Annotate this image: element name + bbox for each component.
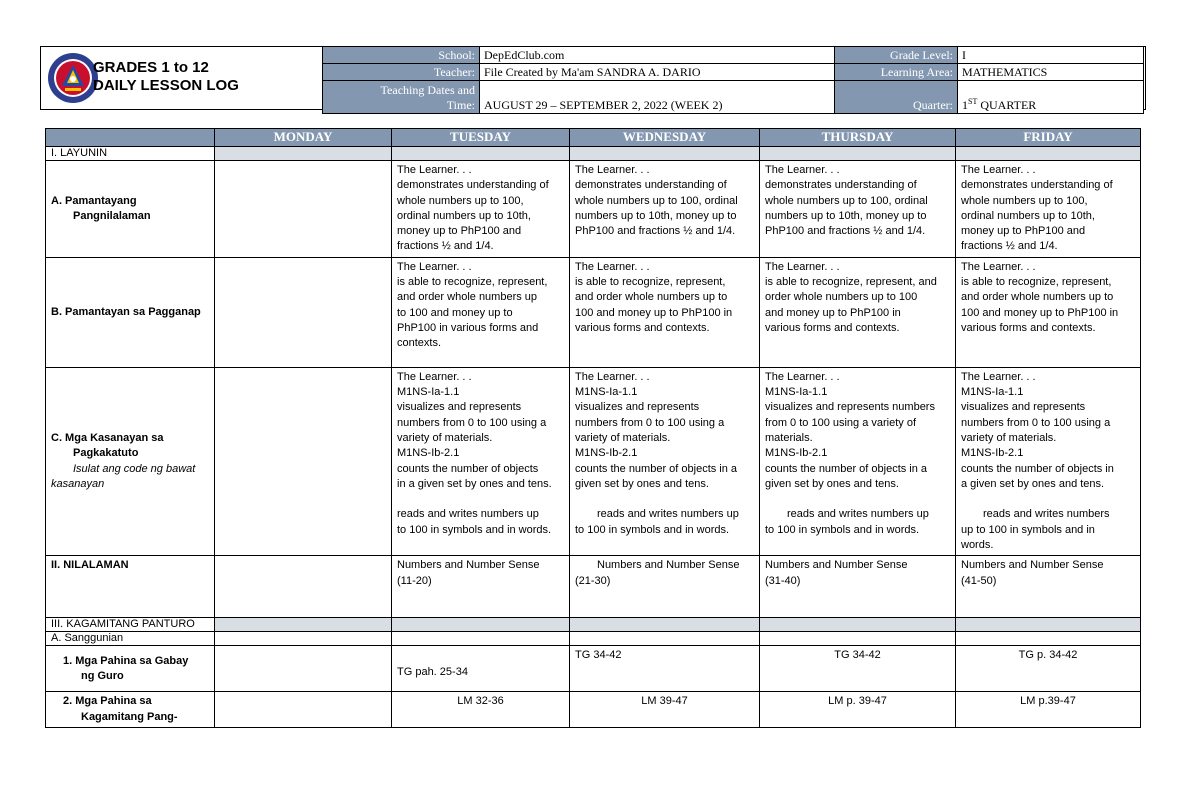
label-pamantayan-pagganap: B. Pamantayan sa Pagganap: [46, 257, 215, 367]
perf-thu-line: and money up to PhP100 in: [765, 306, 901, 319]
cell-layunin-mon: [215, 147, 392, 161]
std-fri-line: whole numbers up to 100,: [961, 194, 1088, 207]
day-header-row: [46, 129, 1141, 147]
cell-sang-thu: [760, 632, 956, 646]
deped-seal-icon: [47, 52, 99, 104]
competency-code: M1NS-Ia-1.1: [961, 386, 1024, 399]
spacer: [575, 492, 754, 507]
teaching-dates-label-line2: Time:: [446, 98, 475, 112]
spacer: [961, 492, 1135, 507]
label-kasanayan-line4: kasanayan: [51, 477, 105, 490]
cell-kag-tue: [392, 618, 570, 632]
learner-intro: The Learner. . .: [575, 370, 650, 383]
comp-fri-line: numbers from 0 to 100 using a: [961, 416, 1111, 429]
cell-perf-tue: [392, 257, 570, 367]
row-layunin: [46, 147, 1141, 161]
perf-wed-line: and order whole numbers up to: [575, 291, 728, 304]
grade-level-label: Grade Level:: [835, 47, 958, 64]
cell-layunin-thu: [760, 147, 956, 161]
perf-thu-line: order whole numbers up to 100: [765, 291, 918, 304]
learner-intro: The Learner. . .: [397, 260, 472, 273]
label-gabay-guro: [46, 646, 215, 692]
cell-layunin-tue: [392, 147, 570, 161]
cell-std-wed: [570, 161, 760, 258]
comp-thu-line: materials.: [765, 431, 813, 444]
std-fri-line: demonstrates understanding of: [961, 179, 1113, 192]
title-daily-lesson-log: DAILY LESSON LOG: [93, 77, 239, 94]
label-kasanayan-line2: Pagkakatuto: [73, 447, 139, 460]
cell-comp-wed: [570, 367, 760, 556]
perf-thu-line: is able to recognize, represent, and: [765, 276, 937, 289]
std-wed-line: numbers up to 10th, money up to: [575, 209, 737, 222]
teaching-dates-label-line1: Teaching Dates and: [380, 83, 475, 97]
label-sanggunian: A. Sanggunian: [46, 632, 215, 646]
cell-lm-mon: [215, 692, 392, 728]
learning-area-label: Learning Area:: [835, 64, 958, 81]
header-friday: FRIDAY: [956, 129, 1141, 147]
perf-tue-line: contexts.: [397, 337, 442, 350]
row-kagamitang-pang: [46, 692, 1141, 728]
nilalaman-range: (11-20): [397, 574, 432, 587]
quarter-label: Quarter:: [835, 81, 958, 114]
cell-lm-tue: LM 32-36: [392, 692, 570, 728]
perf-fri-line: and order whole numbers up to: [961, 291, 1114, 304]
title-grades: GRADES 1 to 12: [93, 59, 209, 76]
nilalaman-range: (21-30): [575, 574, 611, 587]
comp-fri-line: reads and writes numbers: [983, 508, 1110, 521]
std-tue-line: fractions ½ and 1/4.: [397, 240, 494, 253]
comp-wed-line: reads and writes numbers up: [597, 508, 739, 521]
comp-fri-line: words.: [961, 539, 994, 552]
learner-intro: The Learner. . .: [765, 260, 840, 273]
nilalaman-topic: Numbers and Number Sense: [765, 559, 908, 572]
nilalaman-topic: Numbers and Number Sense: [597, 559, 740, 572]
std-wed-line: demonstrates understanding of: [575, 179, 727, 192]
label-kasanayan: [46, 367, 215, 556]
label-kasanayan-line3: Isulat ang code ng bawat: [73, 462, 196, 475]
school-label: School:: [323, 47, 480, 64]
nilalaman-range: (41-50): [961, 574, 997, 587]
learner-intro: The Learner. . .: [961, 370, 1036, 383]
competency-code: M1NS-Ib-2.1: [575, 447, 638, 460]
comp-thu-line: reads and writes numbers up: [787, 508, 929, 521]
cell-perf-mon: [215, 257, 392, 367]
label-nilalaman: II. NILALAMAN: [46, 556, 215, 618]
learner-intro: The Learner. . .: [397, 370, 472, 383]
row-pamantayan-pagganap: [46, 257, 1141, 367]
std-thu-line: PhP100 and fractions ½ and 1/4.: [765, 225, 926, 238]
cell-comp-thu: [760, 367, 956, 556]
cell-layunin-fri: [956, 147, 1141, 161]
cell-sang-mon: [215, 632, 392, 646]
spacer: [765, 492, 950, 507]
quarter-value: [958, 81, 1144, 114]
quarter-number: 1: [962, 98, 968, 112]
cell-comp-mon: [215, 367, 392, 556]
std-fri-line: fractions ½ and 1/4.: [961, 240, 1058, 253]
row-nilalaman: [46, 556, 1141, 618]
cell-nil-thu: [760, 556, 956, 618]
row-pamantayang-pangnilalaman: [46, 161, 1141, 258]
quarter-word: QUARTER: [977, 98, 1037, 112]
cell-std-thu: [760, 161, 956, 258]
label-kagamitang-pang: [46, 692, 215, 728]
std-fri-line: ordinal numbers up to 10th,: [961, 209, 1095, 222]
comp-tue-line: counts the number of objects: [397, 462, 539, 475]
row-kasanayan: [46, 367, 1141, 556]
perf-wed-line: 100 and money up to PhP100 in: [575, 306, 733, 319]
comp-wed-line: to 100 in symbols and in words.: [575, 523, 730, 536]
comp-wed-line: numbers from 0 to 100 using a: [575, 416, 725, 429]
cell-lm-wed: LM 39-47: [570, 692, 760, 728]
comp-wed-line: variety of materials.: [575, 431, 671, 444]
competency-code: M1NS-Ia-1.1: [765, 386, 828, 399]
cell-perf-fri: [956, 257, 1141, 367]
perf-wed-line: various forms and contexts.: [575, 321, 710, 334]
header-blank: [46, 129, 215, 147]
perf-thu-line: various forms and contexts.: [765, 321, 900, 334]
label-gabay-line1: 1. Mga Pahina sa Gabay: [63, 654, 189, 667]
comp-tue-line: variety of materials.: [397, 431, 493, 444]
row-sanggunian: [46, 632, 1141, 646]
teaching-dates-label: [323, 81, 480, 114]
label-layunin: I. LAYUNIN: [46, 147, 215, 161]
competency-code: M1NS-Ib-2.1: [765, 447, 828, 460]
comp-thu-line: from 0 to 100 using a variety of: [765, 416, 917, 429]
learner-intro: The Learner. . .: [575, 164, 650, 176]
std-wed-line: PhP100 and fractions ½ and 1/4.: [575, 225, 736, 238]
comp-fri-line: up to 100 in symbols and in: [961, 523, 1095, 536]
cell-kag-fri: [956, 618, 1141, 632]
cell-perf-wed: [570, 257, 760, 367]
comp-thu-line: to 100 in symbols and in words.: [765, 523, 920, 536]
learner-intro: The Learner. . .: [961, 164, 1036, 176]
document-title: [93, 59, 239, 95]
cell-nil-tue: [392, 556, 570, 618]
learner-intro: The Learner. . .: [961, 260, 1036, 273]
comp-wed-line: counts the number of objects in a: [575, 462, 738, 475]
label-kasanayan-line1: C. Mga Kasanayan sa: [51, 431, 164, 444]
nilalaman-range: (31-40): [765, 574, 801, 587]
cell-lm-fri: LM p.39-47: [956, 692, 1141, 728]
row-kagamitan: [46, 618, 1141, 632]
comp-fri-line: variety of materials.: [961, 431, 1057, 444]
header-monday: MONDAY: [215, 129, 392, 147]
comp-tue-line: numbers from 0 to 100 using a: [397, 416, 547, 429]
row-gabay-guro: [46, 646, 1141, 692]
cell-sang-fri: [956, 632, 1141, 646]
learner-intro: The Learner. . .: [397, 164, 472, 176]
learning-area-value: MATHEMATICS: [958, 64, 1144, 81]
lesson-log-table: [45, 128, 1141, 728]
cell-std-mon: [215, 161, 392, 258]
comp-wed-line: given set by ones and tens.: [575, 477, 709, 490]
header-tuesday: TUESDAY: [392, 129, 570, 147]
comp-thu-line: given set by ones and tens.: [765, 477, 899, 490]
std-fri-line: money up to PhP100 and: [961, 225, 1086, 238]
cell-nil-wed: [570, 556, 760, 618]
cell-kag-mon: [215, 618, 392, 632]
cell-comp-tue: [392, 367, 570, 556]
cell-std-fri: [956, 161, 1141, 258]
label-kagamitan: III. KAGAMITANG PANTURO: [46, 618, 215, 632]
label-pamantayang-pangnilalaman: [46, 161, 215, 258]
std-thu-line: numbers up to 10th, money up to: [765, 209, 927, 222]
cell-nil-mon: [215, 556, 392, 618]
comp-thu-line: counts the number of objects in a: [765, 462, 928, 475]
cell-kag-wed: [570, 618, 760, 632]
cell-tg-mon: [215, 646, 392, 692]
cell-tg-tue: TG pah. 25-34: [392, 646, 570, 692]
perf-tue-line: to 100 and money up to: [397, 306, 513, 319]
grade-level-value: I: [958, 47, 1144, 64]
cell-sang-tue: [392, 632, 570, 646]
perf-wed-line: is able to recognize, represent,: [575, 276, 726, 289]
info-table: [322, 46, 1144, 114]
cell-layunin-wed: [570, 147, 760, 161]
cell-kag-thu: [760, 618, 956, 632]
comp-tue-line: to 100 in symbols and in words.: [397, 523, 552, 536]
competency-code: M1NS-Ib-2.1: [397, 447, 460, 460]
perf-tue-line: is able to recognize, represent,: [397, 276, 548, 289]
comp-thu-line: visualizes and represents numbers: [765, 401, 935, 414]
perf-tue-line: and order whole numbers up: [397, 291, 538, 304]
comp-tue-line: in a given set by ones and tens.: [397, 477, 552, 490]
cell-sang-wed: [570, 632, 760, 646]
std-thu-line: demonstrates understanding of: [765, 179, 917, 192]
label-pamantayang-line1: A. Pamantayang: [51, 194, 137, 207]
nilalaman-topic: Numbers and Number Sense: [397, 559, 540, 572]
cell-tg-thu: TG 34-42: [760, 646, 956, 692]
std-tue-line: ordinal numbers up to 10th,: [397, 209, 531, 222]
comp-tue-line: visualizes and represents: [397, 401, 522, 414]
cell-tg-fri: TG p. 34-42: [956, 646, 1141, 692]
teacher-label: Teacher:: [323, 64, 480, 81]
std-tue-line: money up to PhP100 and: [397, 225, 522, 238]
quarter-superscript: ST: [968, 97, 978, 106]
std-wed-line: whole numbers up to 100, ordinal: [575, 194, 738, 207]
perf-fri-line: is able to recognize, represent,: [961, 276, 1112, 289]
perf-fri-line: 100 and money up to PhP100 in: [961, 306, 1119, 319]
cell-comp-fri: [956, 367, 1141, 556]
label-pamantayang-line2: Pangnilalaman: [73, 209, 151, 222]
spacer: [397, 492, 564, 507]
competency-code: M1NS-Ia-1.1: [397, 386, 460, 399]
teacher-value: File Created by Ma'am SANDRA A. DARIO: [480, 64, 835, 81]
learner-intro: The Learner. . .: [765, 164, 840, 176]
cell-nil-fri: [956, 556, 1141, 618]
std-tue-line: whole numbers up to 100,: [397, 194, 524, 207]
competency-code: M1NS-Ia-1.1: [575, 386, 638, 399]
comp-tue-line: reads and writes numbers up: [397, 508, 539, 521]
label-kagamitang-line1: 2. Mga Pahina sa: [63, 695, 152, 708]
teaching-dates-value: AUGUST 29 – SEPTEMBER 2, 2022 (WEEK 2): [480, 81, 835, 114]
cell-lm-thu: LM p. 39-47: [760, 692, 956, 728]
comp-wed-line: visualizes and represents: [575, 401, 700, 414]
header-thursday: THURSDAY: [760, 129, 956, 147]
nilalaman-topic: Numbers and Number Sense: [961, 559, 1104, 572]
cell-perf-thu: [760, 257, 956, 367]
cell-std-tue: [392, 161, 570, 258]
competency-code: M1NS-Ib-2.1: [961, 447, 1024, 460]
std-tue-line: demonstrates understanding of: [397, 179, 549, 192]
comp-fri-line: visualizes and represents: [961, 401, 1086, 414]
label-gabay-line2: ng Guro: [81, 669, 124, 682]
perf-tue-line: PhP100 in various forms and: [397, 321, 539, 334]
std-thu-line: whole numbers up to 100, ordinal: [765, 194, 928, 207]
learner-intro: The Learner. . .: [765, 370, 840, 383]
learner-intro: The Learner. . .: [575, 260, 650, 273]
cell-tg-wed: TG 34-42: [570, 646, 760, 692]
label-kagamitang-line2: Kagamitang Pang-: [81, 710, 178, 723]
comp-fri-line: a given set by ones and tens.: [961, 477, 1105, 490]
comp-fri-line: counts the number of objects in: [961, 462, 1114, 475]
school-value: DepEdClub.com: [480, 47, 835, 64]
perf-fri-line: various forms and contexts.: [961, 321, 1096, 334]
header-wednesday: WEDNESDAY: [570, 129, 760, 147]
